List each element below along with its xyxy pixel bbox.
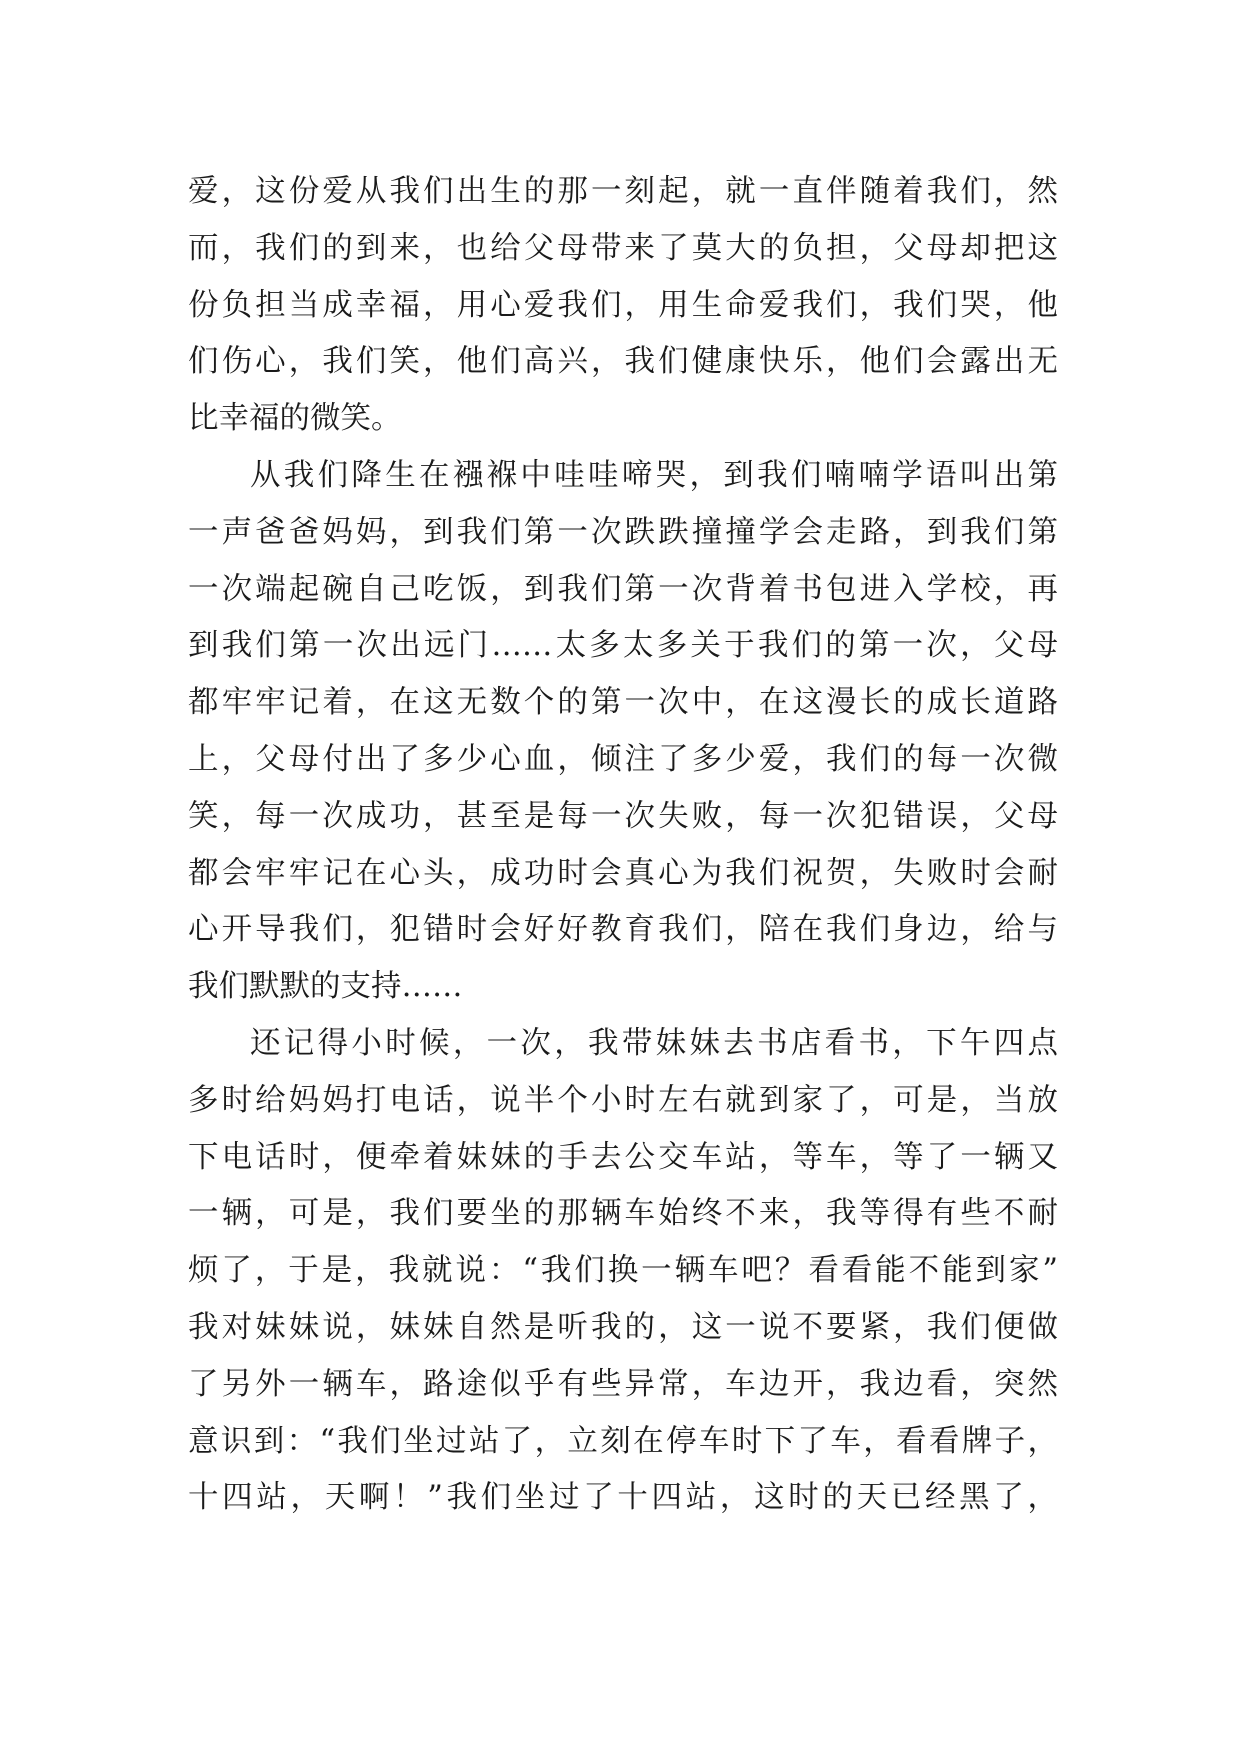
text-line: 都牢牢记着，在这无数个的第一次中，在这漫长的成长道路 — [188, 685, 1058, 721]
text-line: 份负担当成幸福，用心爱我们，用生命爱我们，我们哭，他 — [188, 287, 1058, 323]
text-line: 一声爸爸妈妈，到我们第一次跌跌撞撞学会走路，到我们第 — [188, 514, 1058, 550]
text-line: 我对妹妹说，妹妹自然是听我的，这一说不要紧，我们便做 — [188, 1309, 1058, 1345]
text-line: 笑，每一次成功，甚至是每一次失败，每一次犯错误，父母 — [188, 798, 1058, 834]
text-line: 从我们降生在襁褓中哇哇啼哭，到我们喃喃学语叫出第 — [250, 457, 1058, 493]
text-line: 一次端起碗自己吃饭，到我们第一次背着书包进入学校，再 — [188, 571, 1058, 607]
text-line: 一辆，可是，我们要坐的那辆车始终不来，我等得有些不耐 — [188, 1196, 1058, 1232]
text-line: 们伤心，我们笑，他们高兴，我们健康快乐，他们会露出无 — [188, 344, 1058, 380]
text-line: 上，父母付出了多少心血，倾注了多少爱，我们的每一次微 — [188, 741, 1058, 777]
document-body — [188, 164, 1058, 1527]
text-line: 多时给妈妈打电话，说半个小时左右就到家了，可是，当放 — [188, 1082, 1058, 1118]
text-line: 心开导我们，犯错时会好好教育我们，陪在我们身边，给与 — [188, 912, 1058, 948]
text-line: 下电话时，便牵着妹妹的手去公交车站，等车，等了一辆又 — [188, 1139, 1058, 1175]
text-line: 爱，这份爱从我们出生的那一刻起，就一直伴随着我们，然 — [188, 174, 1058, 209]
text-line: 意识到：“我们坐过站了，立刻在停车时下了车，看看牌子， — [188, 1423, 1058, 1459]
text-line: 比幸福的微笑。 — [188, 401, 402, 437]
text-line: 烦了，于是，我就说：“我们换一辆车吧？看看能不能到家” — [188, 1253, 1058, 1289]
text-line: 十四站，天啊！”我们坐过了十四站，这时的天已经黑了， — [188, 1480, 1058, 1516]
text-line: 都会牢牢记在心头，成功时会真心为我们祝贺，失败时会耐 — [188, 855, 1058, 891]
text-line: 了另外一辆车，路途似乎有些异常，车边开，我边看，突然 — [188, 1366, 1058, 1402]
text-line: 到我们第一次出远门……太多太多关于我们的第一次，父母 — [188, 628, 1058, 664]
text-line: 而，我们的到来，也给父母带来了莫大的负担，父母却把这 — [188, 230, 1058, 266]
text-line: 还记得小时候，一次，我带妹妹去书店看书，下午四点 — [250, 1025, 1058, 1061]
text-line: 我们默默的支持…… — [188, 969, 463, 1005]
